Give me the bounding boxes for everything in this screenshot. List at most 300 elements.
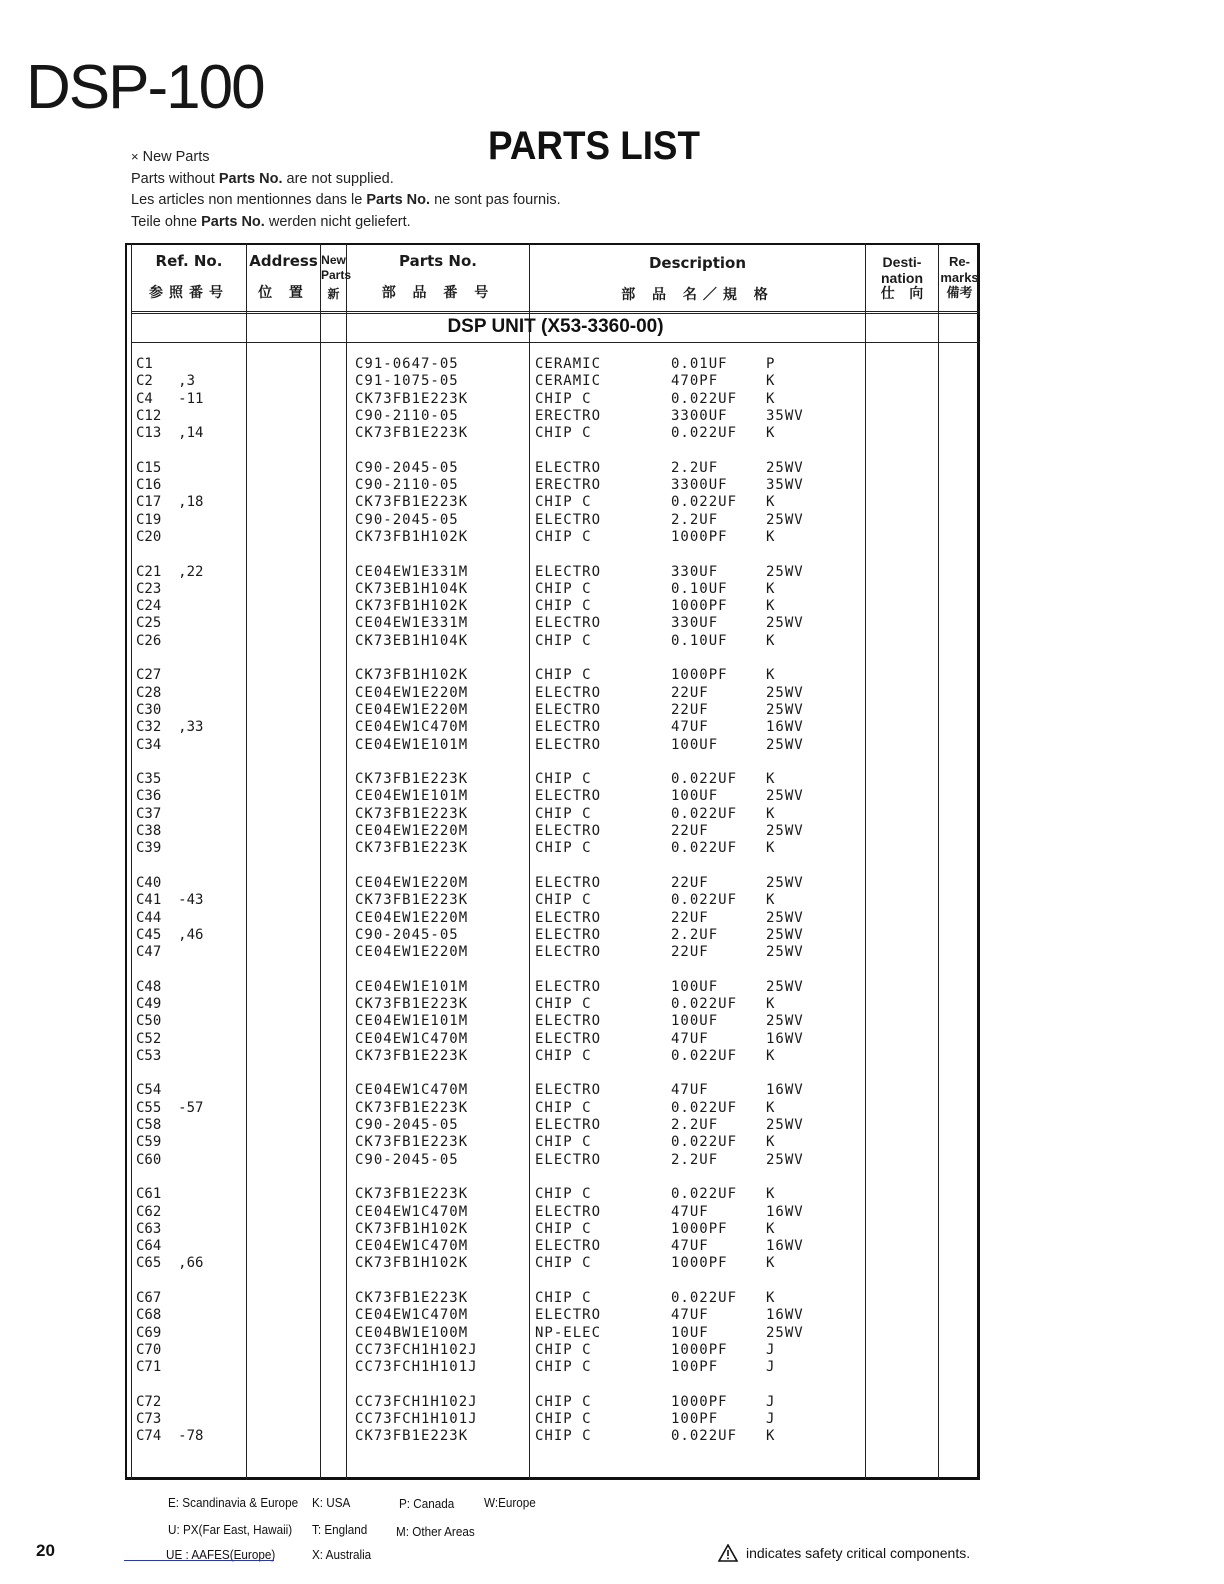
value-cell: 47UF (671, 1307, 709, 1324)
rating-cell: 16WV (766, 1082, 804, 1099)
description-cell: CHIP C (535, 892, 592, 909)
note-en: Parts without Parts No. are not supplied. (131, 170, 394, 187)
value-cell: 22UF (671, 701, 709, 718)
parts-no-cell: CK73FB1E223K (355, 892, 469, 909)
legend-x: X: Australia (312, 1547, 372, 1562)
value-cell: 470PF (671, 373, 719, 390)
table-row (0, 356, 1224, 373)
rating-cell: 25WV (766, 511, 804, 528)
header-remarks: Re- marks 備考 (940, 254, 979, 301)
value-cell: 47UF (671, 1082, 709, 1099)
ref-no-cell: C24 (136, 598, 162, 615)
rating-cell: K (766, 1186, 776, 1203)
description-cell: ELECTRO (535, 511, 602, 528)
parts-no-cell: CK73FB1H102K (355, 1220, 469, 1237)
row-group (0, 771, 1224, 857)
description-cell: ELECTRO (535, 1307, 602, 1324)
legend-u: U: PX(Far East, Hawaii) (168, 1522, 293, 1537)
rating-cell: 25WV (766, 1013, 804, 1030)
ref-no-cell: C59 (136, 1134, 162, 1151)
parts-no-cell: CK73FB1H102K (355, 667, 469, 684)
table-row (0, 1013, 1224, 1030)
table-row (0, 1031, 1224, 1048)
description-cell: CHIP C (535, 528, 592, 545)
note-de: Teile ohne Parts No. werden nicht geliefert. (131, 213, 411, 230)
table-row (0, 1307, 1224, 1324)
value-cell: 0.10UF (671, 580, 728, 597)
parts-no-cell: CE04EW1E101M (355, 978, 469, 995)
value-cell: 0.022UF (671, 771, 738, 788)
table-row (0, 391, 1224, 408)
description-cell: CHIP C (535, 1220, 592, 1237)
ref-no-cell: C1 (136, 356, 153, 372)
description-cell: CHIP C (535, 1290, 592, 1307)
row-group (0, 356, 1224, 442)
ref-no-cell: C39 (136, 840, 162, 857)
table-row (0, 737, 1224, 754)
description-cell: CHIP C (535, 1134, 592, 1151)
ref-no-cell: C68 (136, 1307, 162, 1324)
ref-no-cell: C53 (136, 1047, 162, 1064)
description-cell: ERECTRO (535, 477, 602, 494)
row-group (0, 1082, 1224, 1168)
value-cell: 3300UF (671, 407, 728, 424)
description-cell: CHIP C (535, 1255, 592, 1272)
value-cell: 0.022UF (671, 1428, 738, 1445)
ref-no-cell: C19 (136, 511, 162, 528)
notes-block (131, 146, 561, 233)
table-row (0, 702, 1224, 719)
table-row (0, 1048, 1224, 1065)
value-cell: 0.022UF (671, 1047, 738, 1064)
table-row (0, 719, 1224, 736)
ref-no-cell: C37 (136, 805, 162, 822)
value-cell: 1000PF (671, 667, 728, 684)
rating-cell: 25WV (766, 736, 804, 753)
parts-no-cell: C90-2110-05 (355, 407, 459, 424)
ref-no-cell: C40 (136, 874, 162, 891)
table-row (0, 1342, 1224, 1359)
safety-note: indicates safety critical components. (718, 1544, 970, 1562)
ref-no-cell: C65 ,66 (136, 1255, 204, 1272)
parts-no-cell: CE04EW1C470M (355, 1307, 469, 1324)
value-cell: 22UF (671, 823, 709, 840)
warning-triangle-icon (718, 1544, 738, 1562)
legend-underline (124, 1560, 274, 1561)
section-divider (131, 342, 980, 343)
table-row (0, 1100, 1224, 1117)
parts-no-cell: CK73FB1E223K (355, 1099, 469, 1116)
rating-cell: 25WV (766, 701, 804, 718)
parts-no-cell: CK73FB1E223K (355, 1290, 469, 1307)
value-cell: 1000PF (671, 1341, 728, 1358)
ref-no-cell: C71 (136, 1359, 162, 1376)
parts-no-cell: CE04EW1E220M (355, 823, 469, 840)
value-cell: 0.01UF (671, 356, 728, 372)
rating-cell: 16WV (766, 1307, 804, 1324)
description-cell: CHIP C (535, 805, 592, 822)
table-row (0, 823, 1224, 840)
ref-no-cell: C25 (136, 615, 162, 632)
table-row (0, 1238, 1224, 1255)
description-cell: ELECTRO (535, 1203, 602, 1220)
description-cell: ELECTRO (535, 1151, 602, 1168)
parts-no-cell: C90-2045-05 (355, 1151, 459, 1168)
description-cell: NP-ELEC (535, 1324, 602, 1341)
rating-cell: J (766, 1393, 776, 1410)
parts-no-cell: CC73FCH1H102J (355, 1393, 478, 1410)
table-row (0, 979, 1224, 996)
parts-rows (0, 356, 1224, 1463)
parts-no-cell: CE04EW1C470M (355, 1030, 469, 1047)
table-row (0, 1428, 1224, 1445)
description-cell: CHIP C (535, 1411, 592, 1428)
value-cell: 100UF (671, 736, 719, 753)
parts-no-cell: C90-2045-05 (355, 459, 459, 476)
table-row (0, 460, 1224, 477)
table-row (0, 1325, 1224, 1342)
value-cell: 2.2UF (671, 1151, 719, 1168)
value-cell: 47UF (671, 1238, 709, 1255)
table-row (0, 1117, 1224, 1134)
rating-cell: K (766, 1047, 776, 1064)
ref-no-cell: C28 (136, 684, 162, 701)
ref-no-cell: C34 (136, 736, 162, 753)
note-fr: Les articles non mentionnes dans le Parts No. ne sont pas fournis. (131, 192, 561, 208)
legend-m: M: Other Areas (396, 1524, 475, 1539)
table-row (0, 425, 1224, 442)
value-cell: 0.022UF (671, 494, 738, 511)
row-group (0, 1290, 1224, 1376)
value-cell: 2.2UF (671, 926, 719, 943)
ref-no-cell: C13 ,14 (136, 425, 204, 442)
table-row (0, 910, 1224, 927)
description-cell: CERAMIC (535, 356, 602, 372)
value-cell: 100UF (671, 978, 719, 995)
ref-no-cell: C30 (136, 701, 162, 718)
description-cell: CHIP C (535, 1099, 592, 1116)
description-cell: ELECTRO (535, 1117, 602, 1134)
header-ref-no: Ref. No. 参照番号 (149, 252, 229, 301)
value-cell: 0.022UF (671, 995, 738, 1012)
row-group (0, 460, 1224, 546)
value-cell: 0.022UF (671, 1290, 738, 1307)
value-cell: 22UF (671, 909, 709, 926)
rating-cell: 25WV (766, 788, 804, 805)
description-cell: ELECTRO (535, 684, 602, 701)
parts-no-cell: CC73FCH1H101J (355, 1411, 478, 1428)
table-row (0, 1152, 1224, 1169)
rating-cell: 35WV (766, 407, 804, 424)
ref-no-cell: C52 (136, 1030, 162, 1047)
value-cell: 1000PF (671, 1220, 728, 1237)
rating-cell: 16WV (766, 1203, 804, 1220)
rating-cell: K (766, 390, 776, 407)
rating-cell: K (766, 494, 776, 511)
rating-cell: K (766, 1290, 776, 1307)
value-cell: 0.022UF (671, 805, 738, 822)
rating-cell: 35WV (766, 477, 804, 494)
rating-cell: 25WV (766, 978, 804, 995)
rating-cell: K (766, 598, 776, 615)
rating-cell: K (766, 425, 776, 442)
table-row (0, 927, 1224, 944)
value-cell: 0.022UF (671, 425, 738, 442)
ref-no-cell: C27 (136, 667, 162, 684)
rating-cell: P (766, 356, 776, 372)
header-description: Description 部 品 名／規 格 (621, 254, 774, 303)
rating-cell: K (766, 373, 776, 390)
ref-no-cell: C2 ,3 (136, 373, 196, 390)
ref-no-cell: C48 (136, 978, 162, 995)
value-cell: 1000PF (671, 528, 728, 545)
page-number: 20 (36, 1541, 55, 1560)
row-group (0, 564, 1224, 650)
description-cell: CHIP C (535, 667, 592, 684)
rating-cell: 25WV (766, 1117, 804, 1134)
description-cell: CERAMIC (535, 373, 602, 390)
parts-no-cell: CE04EW1E101M (355, 1013, 469, 1030)
legend-w: W:Europe (484, 1495, 536, 1510)
parts-no-cell: CK73FB1E223K (355, 1186, 469, 1203)
rating-cell: K (766, 580, 776, 597)
description-cell: ELECTRO (535, 978, 602, 995)
rating-cell: 16WV (766, 719, 804, 736)
table-row (0, 685, 1224, 702)
header-destination: Desti- nation 仕 向 (880, 254, 924, 302)
parts-no-cell: C90-2045-05 (355, 1117, 459, 1134)
ref-no-cell: C4 -11 (136, 390, 204, 407)
description-cell: CHIP C (535, 580, 592, 597)
ref-no-cell: C45 ,46 (136, 926, 204, 943)
description-cell: ELECTRO (535, 926, 602, 943)
legend-p: P: Canada (399, 1496, 455, 1511)
new-parts-note: × New Parts (131, 149, 210, 165)
page-title: PARTS LIST (488, 124, 700, 168)
value-cell: 100UF (671, 1013, 719, 1030)
description-cell: CHIP C (535, 1047, 592, 1064)
value-cell: 0.022UF (671, 1099, 738, 1116)
rating-cell: K (766, 1099, 776, 1116)
rating-cell: K (766, 995, 776, 1012)
table-row (0, 1290, 1224, 1307)
header-divider (131, 313, 980, 314)
value-cell: 22UF (671, 944, 709, 961)
parts-no-cell: C90-2110-05 (355, 477, 459, 494)
parts-no-cell: CK73FB1E223K (355, 995, 469, 1012)
description-cell: ELECTRO (535, 823, 602, 840)
value-cell: 1000PF (671, 598, 728, 615)
rating-cell: 16WV (766, 1238, 804, 1255)
value-cell: 0.022UF (671, 840, 738, 857)
ref-no-cell: C38 (136, 823, 162, 840)
rating-cell: 25WV (766, 823, 804, 840)
ref-no-cell: C21 ,22 (136, 563, 204, 580)
table-row (0, 1221, 1224, 1238)
model-name: DSP-100 (26, 53, 264, 122)
description-cell: ELECTRO (535, 459, 602, 476)
parts-no-cell: C90-2045-05 (355, 511, 459, 528)
description-cell: CHIP C (535, 995, 592, 1012)
parts-no-cell: CE04EW1E331M (355, 615, 469, 632)
header-parts-no: Parts No. 部 品 番 号 (381, 252, 495, 301)
ref-no-cell: C63 (136, 1220, 162, 1237)
parts-no-cell: CC73FCH1H102J (355, 1341, 478, 1358)
rating-cell: 25WV (766, 874, 804, 891)
value-cell: 0.022UF (671, 892, 738, 909)
description-cell: CHIP C (535, 494, 592, 511)
parts-no-cell: CK73EB1H104K (355, 632, 469, 649)
parts-no-cell: CK73FB1E223K (355, 390, 469, 407)
parts-no-cell: CE04EW1E220M (355, 874, 469, 891)
row-group (0, 1394, 1224, 1446)
table-row (0, 1186, 1224, 1203)
description-cell: CHIP C (535, 1186, 592, 1203)
ref-no-cell: C17 ,18 (136, 494, 204, 511)
ref-no-cell: C47 (136, 944, 162, 961)
value-cell: 22UF (671, 874, 709, 891)
value-cell: 0.022UF (671, 1134, 738, 1151)
table-row (0, 564, 1224, 581)
ref-no-cell: C58 (136, 1117, 162, 1134)
description-cell: CHIP C (535, 1393, 592, 1410)
ref-no-cell: C72 (136, 1393, 162, 1410)
description-cell: ERECTRO (535, 407, 602, 424)
description-cell: CHIP C (535, 1359, 592, 1376)
parts-no-cell: CK73FB1H102K (355, 598, 469, 615)
parts-no-cell: CK73FB1E223K (355, 1134, 469, 1151)
rating-cell: K (766, 1255, 776, 1272)
table-row (0, 1082, 1224, 1099)
description-cell: CHIP C (535, 1341, 592, 1358)
description-cell: ELECTRO (535, 719, 602, 736)
ref-no-cell: C67 (136, 1290, 162, 1307)
rating-cell: J (766, 1411, 776, 1428)
rating-cell: K (766, 1134, 776, 1151)
parts-no-cell: CC73FCH1H101J (355, 1359, 478, 1376)
description-cell: ELECTRO (535, 736, 602, 753)
description-cell: CHIP C (535, 1428, 592, 1445)
value-cell: 2.2UF (671, 459, 719, 476)
table-row (0, 875, 1224, 892)
description-cell: ELECTRO (535, 944, 602, 961)
new-parts-mark: × (131, 149, 139, 164)
rating-cell: 25WV (766, 615, 804, 632)
ref-no-cell: C62 (136, 1203, 162, 1220)
parts-no-cell: CE04EW1E101M (355, 736, 469, 753)
parts-no-cell: CK73FB1E223K (355, 805, 469, 822)
value-cell: 0.10UF (671, 632, 728, 649)
row-group (0, 979, 1224, 1065)
parts-no-cell: CK73FB1E223K (355, 840, 469, 857)
value-cell: 1000PF (671, 1255, 728, 1272)
row-group (0, 875, 1224, 961)
value-cell: 100PF (671, 1359, 719, 1376)
ref-no-cell: C23 (136, 580, 162, 597)
rating-cell: K (766, 667, 776, 684)
rating-cell: 25WV (766, 944, 804, 961)
description-cell: ELECTRO (535, 615, 602, 632)
value-cell: 47UF (671, 1203, 709, 1220)
legend-t: T: England (312, 1522, 368, 1537)
ref-no-cell: C55 -57 (136, 1099, 204, 1116)
parts-no-cell: CK73FB1H102K (355, 528, 469, 545)
description-cell: ELECTRO (535, 701, 602, 718)
legend-e: E: Scandinavia & Europe (168, 1495, 299, 1510)
rating-cell: K (766, 892, 776, 909)
table-row (0, 373, 1224, 390)
table-row (0, 996, 1224, 1013)
description-cell: ELECTRO (535, 1238, 602, 1255)
rating-cell: 25WV (766, 563, 804, 580)
parts-no-cell: CE04EW1C470M (355, 1203, 469, 1220)
description-cell: ELECTRO (535, 1082, 602, 1099)
ref-no-cell: C74 -78 (136, 1428, 204, 1445)
table-row (0, 1134, 1224, 1151)
header-new-parts: New Parts 新 (321, 253, 352, 301)
parts-no-cell: CE04EW1C470M (355, 719, 469, 736)
description-cell: ELECTRO (535, 788, 602, 805)
ref-no-cell: C50 (136, 1013, 162, 1030)
ref-no-cell: C73 (136, 1411, 162, 1428)
table-row (0, 512, 1224, 529)
parts-no-cell: CK73FB1H102K (355, 1255, 469, 1272)
ref-no-cell: C36 (136, 788, 162, 805)
ref-no-cell: C64 (136, 1238, 162, 1255)
legend-ue: UE : AAFES(Europe) (166, 1547, 276, 1562)
value-cell: 330UF (671, 563, 719, 580)
row-group (0, 1186, 1224, 1272)
rating-cell: K (766, 528, 776, 545)
rating-cell: K (766, 632, 776, 649)
parts-no-cell: CK73FB1E223K (355, 425, 469, 442)
rating-cell: 25WV (766, 926, 804, 943)
ref-no-cell: C15 (136, 459, 162, 476)
legend-k: K: USA (312, 1495, 351, 1510)
ref-no-cell: C20 (136, 528, 162, 545)
table-row (0, 892, 1224, 909)
table-row (0, 581, 1224, 598)
rating-cell: J (766, 1359, 776, 1376)
value-cell: 47UF (671, 1030, 709, 1047)
rating-cell: 25WV (766, 1151, 804, 1168)
parts-no-cell: CE04EW1E220M (355, 701, 469, 718)
description-cell: CHIP C (535, 425, 592, 442)
parts-no-cell: CE04EW1E220M (355, 944, 469, 961)
parts-no-cell: CK73FB1E223K (355, 771, 469, 788)
table-row (0, 1394, 1224, 1411)
parts-no-cell: C91-1075-05 (355, 373, 459, 390)
header-divider (131, 311, 980, 312)
table-row (0, 788, 1224, 805)
table-row (0, 615, 1224, 632)
value-cell: 47UF (671, 719, 709, 736)
description-cell: CHIP C (535, 390, 592, 407)
ref-no-cell: C41 -43 (136, 892, 204, 909)
ref-no-cell: C69 (136, 1324, 162, 1341)
rating-cell: K (766, 840, 776, 857)
rating-cell: K (766, 771, 776, 788)
value-cell: 330UF (671, 615, 719, 632)
table-row (0, 1411, 1224, 1428)
table-row (0, 529, 1224, 546)
ref-no-cell: C32 ,33 (136, 719, 204, 736)
rating-cell: 25WV (766, 459, 804, 476)
description-cell: CHIP C (535, 632, 592, 649)
ref-no-cell: C44 (136, 909, 162, 926)
table-row (0, 1204, 1224, 1221)
value-cell: 2.2UF (671, 511, 719, 528)
